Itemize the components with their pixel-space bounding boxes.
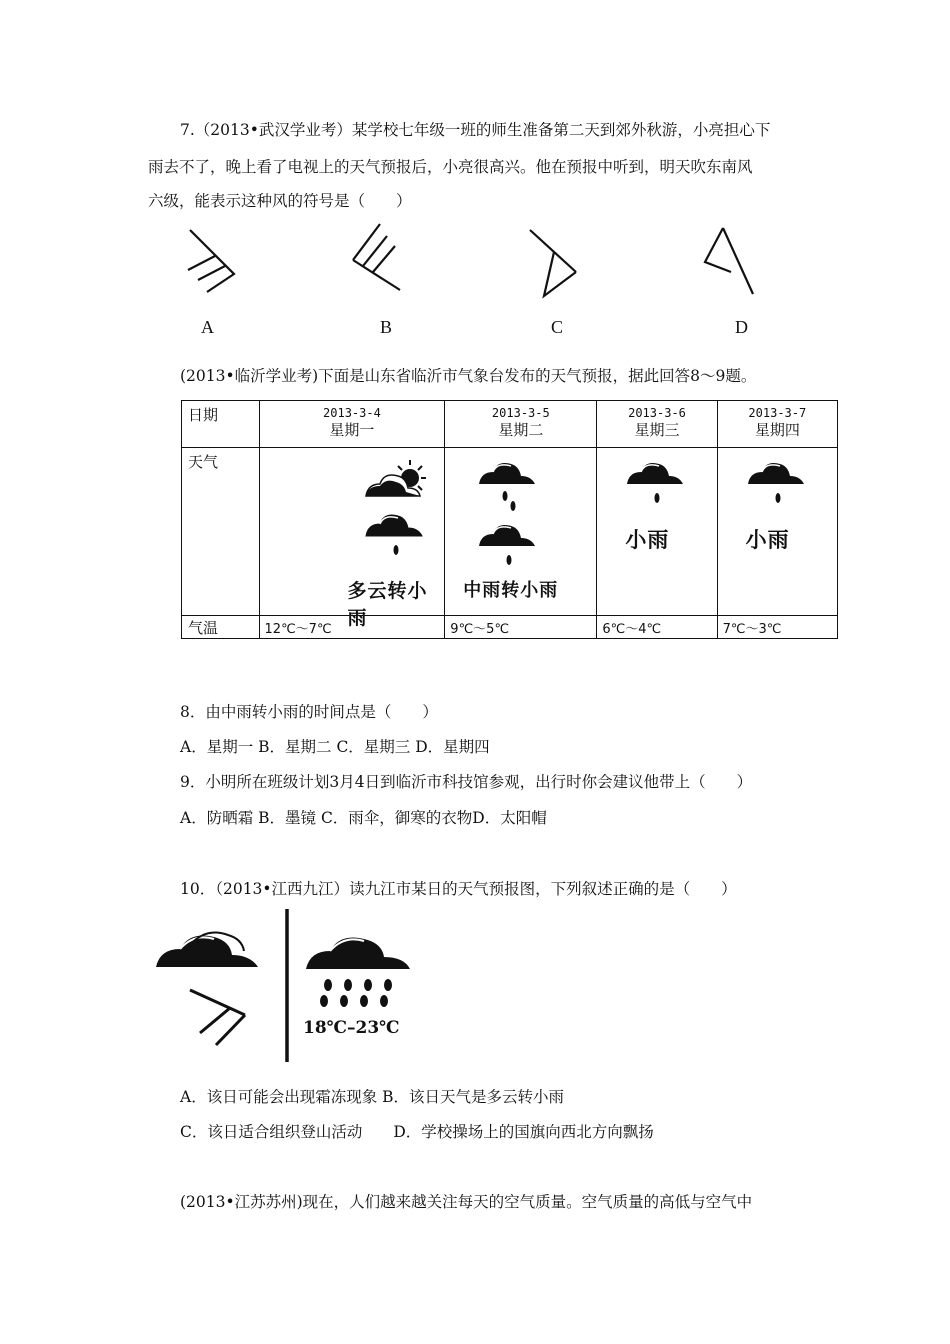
q9-options: A．防晒霜 B．墨镜 C．雨伞，御寒的衣物D．太阳帽 (180, 809, 547, 827)
q10-stem: 10．（2013•江西九江）读九江市某日的天气预报图，下列叙述正确的是（ ） (180, 880, 737, 898)
option-label-c: C (551, 317, 564, 337)
q7-line1: 7.（2013•武汉学业考）某学校七年级一班的师生准备第二天到郊外秋游，小亮担心下 (180, 121, 771, 139)
weather-text-4: 小雨 (745, 528, 790, 552)
q10-temp: 18℃–23℃ (303, 1018, 400, 1038)
cloudy-icon (156, 933, 258, 967)
temp-label-cell: 气温 (182, 616, 260, 639)
q9-stem: 9．小明所在班级计划3月4日到临沂市科技馆参观，出行时你会建议他带上（ ） (180, 773, 753, 791)
date-cell-4: 2013-3-7 星期四 (717, 401, 837, 448)
q7-line2: 雨去不了，晚上看了电视上的天气预报后，小亮很高兴。他在预报中听到，明天吹东南风 (148, 158, 753, 176)
q8-options: A．星期一 B．星期二 C．星期三 D．星期四 (180, 738, 490, 756)
cloudy-sun-icon (360, 456, 430, 506)
weather-text-2: 中雨转小雨 (463, 580, 559, 601)
q8-stem: 8．由中雨转小雨的时间点是（ ） (180, 703, 438, 721)
light-rain-icon-2 (473, 518, 543, 573)
weather-cell-1 (259, 448, 445, 629)
temp-cell-3: 6℃～4℃ (597, 616, 717, 639)
weather-cell-4 (717, 448, 837, 616)
q11-intro: (2013•江苏苏州)现在，人们越来越关注每天的空气质量。空气质量的高低与空气中 (180, 1193, 753, 1211)
date-label-cell: 日期 (182, 401, 260, 448)
moderate-rain-icon-1 (473, 456, 543, 516)
weather-label-cell: 天气 (182, 448, 260, 616)
q7-line3: 六级，能表示这种风的符号是（ ） (148, 192, 412, 210)
forecast-table (181, 400, 838, 639)
option-label-a: A (201, 317, 214, 337)
temp-cell-2: 9℃～5℃ (445, 616, 597, 639)
light-rain-icon-4 (742, 456, 812, 511)
q10-options-line2: C．该日适合组织登山活动 D．学校操场上的国旗向西北方向飘扬 (180, 1123, 654, 1141)
temp-cell-4: 7℃～3℃ (717, 616, 837, 639)
date-cell-3: 2013-3-6 星期三 (597, 401, 717, 448)
wind-symbol-c (520, 222, 585, 300)
light-rain-icon-3 (621, 456, 691, 511)
date-cell-2: 2013-3-5 星期二 (445, 401, 597, 448)
wind-symbol-a (180, 222, 250, 297)
q10-weather-map (150, 905, 420, 1065)
weather-text-3: 小雨 (625, 528, 670, 552)
weather-text-1: 多云转小雨 (347, 580, 428, 629)
intro-8-9: (2013•临沂学业考)下面是山东省临沂市气象台发布的天气预报，据此回答8～9题。 (180, 367, 757, 385)
light-rain-icon-1 (360, 508, 430, 563)
temp-cell-1: 12℃～7℃ (259, 616, 445, 639)
wind-symbol-d (695, 222, 760, 300)
wind-symbol-icon (190, 990, 245, 1045)
q10-options-line1: A．该日可能会出现霜冻现象 B．该日天气是多云转小雨 (180, 1088, 565, 1106)
weather-cell-2 (445, 448, 597, 616)
wind-symbol-b (345, 218, 410, 296)
option-label-b: B (380, 317, 393, 337)
date-cell-1: 2013-3-4 星期一 (259, 401, 445, 448)
option-label-d: D (735, 317, 748, 337)
heavy-rain-icon (306, 938, 410, 1008)
weather-cell-3 (597, 448, 717, 616)
